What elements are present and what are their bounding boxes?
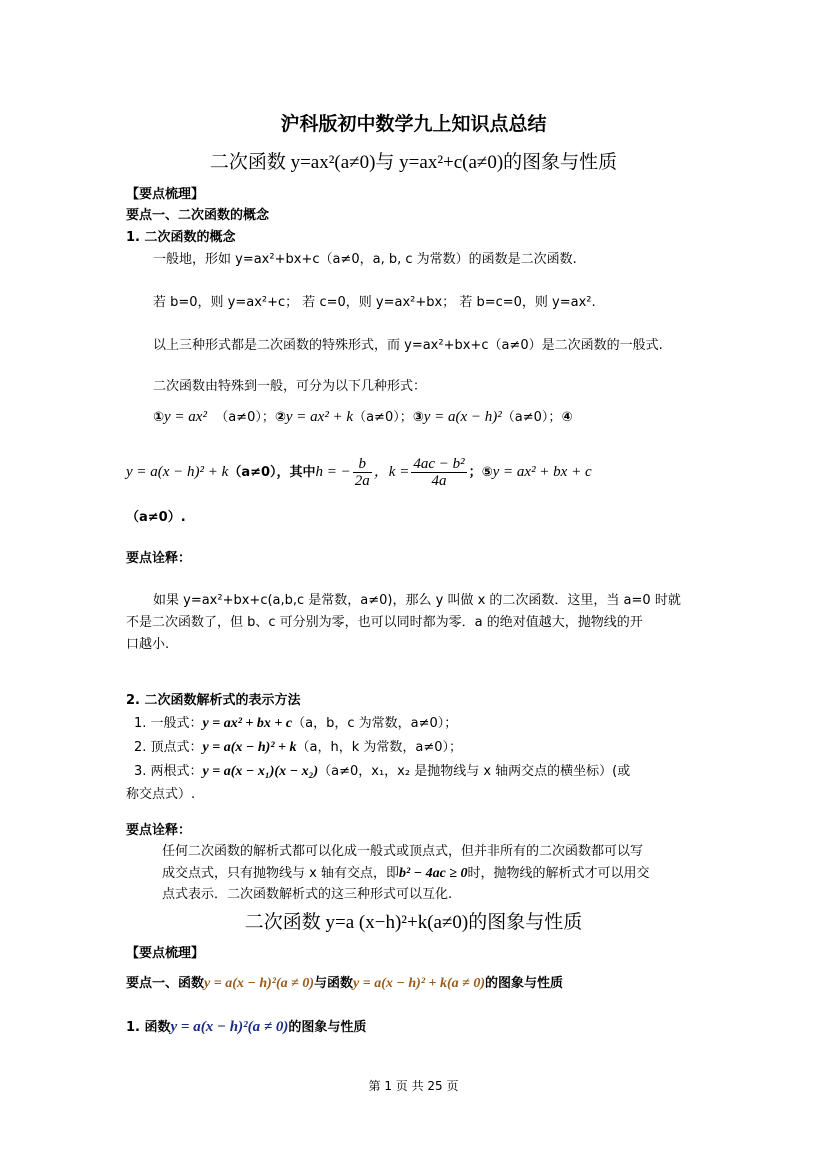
item3-line-2: 称交点式）. [126, 787, 196, 802]
item2-tail: （a，h，k 为常数，a≠0）； [296, 740, 463, 755]
item3-expression: y = a(x − x₁)(x − x₂) [202, 764, 319, 779]
discriminant-expression: b² − 4ac ≥ 0 [398, 866, 468, 881]
note2-line-2-end: 时，抛物线的解析式才可以用交 [467, 866, 650, 881]
forms-line-1 [153, 406, 572, 429]
item2-label: 2. 顶点式： [134, 740, 203, 755]
document-title: 沪科版初中数学九上知识点总结 [280, 113, 547, 135]
form2-condition: （a≠0）； [353, 410, 413, 425]
form5-mark: ；⑤ [468, 465, 493, 480]
paragraph-general-form: 以上三种形式都是二次函数的特殊形式，而 y=ax²+bx+c（a≠0）是二次函数的一般式. [153, 338, 663, 353]
point1-prefix: 要点一、函数 [126, 976, 205, 991]
form2-expression: y = ax² + k [285, 409, 354, 425]
item2-expression: y = a(x − h)² + k [202, 740, 297, 755]
note2-line-2-start: 成交点式，只有抛物线与 x 轴有交点，即 [162, 866, 399, 881]
paragraph-forms-intro: 二次函数由特殊到一般，可分为以下几种形式： [153, 379, 427, 394]
form1-condition: （a≠0）； [215, 410, 275, 425]
note1-line-3: 口越小. [126, 637, 170, 652]
note1-line-1: 如果 y=ax²+bx+c(a,b,c 是常数，a≠0)，那么 y 叫做 x 的二次函数．这里，当 a=0 时就 [153, 593, 681, 608]
item3-tail: （a≠0，x₁，x₂ 是抛物线与 x 轴两交点的横坐标）(或 [318, 764, 631, 779]
paragraph-special-cases: 若 b=0，则 y=ax²+c； 若 c=0，则 y=ax²+bx； 若 b=c=0，则 y=ax². [153, 295, 596, 310]
sub1-prefix: 1. 函数 [126, 1020, 171, 1035]
k-denominator: 4a [431, 473, 447, 489]
section-heading-2: 二次函数 y=a (x−h)²+k(a≠0)的图象与性质 [244, 912, 583, 933]
sub1-heading: 1. 二次函数的概念 [126, 230, 236, 245]
form4-condition: （a≠0），其中 [228, 465, 316, 480]
form3-condition: （a≠0）； [501, 410, 562, 425]
k-formula-lhs: ，k = [373, 464, 410, 480]
form4-expression: y = a(x − h)² + k [126, 464, 229, 480]
outline-label-2: 【要点梳理】 [126, 946, 205, 961]
point1-heading: 要点一、二次函数的概念 [126, 208, 270, 223]
item3-label: 3. 两根式： [134, 764, 203, 779]
note2-line-3: 点式表示．二次函数解析式的这三种形式可以互化. [162, 887, 453, 902]
forms-line-2 [126, 452, 592, 493]
sub2-heading: 2. 二次函数解析式的表示方法 [126, 693, 301, 708]
vertex-form-expression-1: y = a(x − h)²(a ≠ 0) [204, 976, 315, 991]
representation-item-1 [134, 714, 457, 734]
item1-expression: y = ax² + bx + c [202, 716, 293, 731]
forms-line-3: （a≠0）. [126, 510, 186, 525]
item1-label: 1. 一般式： [134, 716, 203, 731]
form4-mark: ④ [561, 410, 573, 425]
representation-item-2 [134, 738, 462, 758]
h-denominator: 2a [354, 473, 370, 489]
point1-suffix: 的图象与性质 [485, 976, 564, 991]
sub1-expression: y = a(x − h)²(a ≠ 0) [170, 1019, 289, 1035]
note1-line-2: 不是二次函数了，但 b、c 可分别为零，也可以同时都为零．a 的绝对值越大，抛物线的开 [126, 615, 643, 630]
section3-sub1-heading [126, 1016, 366, 1039]
h-formula-lhs: h = − [315, 464, 351, 480]
h-fraction [353, 456, 372, 489]
vertex-form-expression-2: y = a(x − h)² + k(a ≠ 0) [353, 976, 485, 991]
form3-mark: ③ [412, 410, 424, 425]
point1-middle: 与函数 [314, 976, 354, 991]
form1-mark: ① [153, 410, 165, 425]
form1-expression: y = ax² [164, 409, 207, 425]
form3-expression: y = a(x − h)² [423, 409, 502, 425]
outline-label-1: 【要点梳理】 [126, 187, 205, 202]
section3-point1-heading [126, 974, 563, 994]
note2-line-2 [162, 864, 650, 884]
note-label-1: 要点诠释： [126, 551, 192, 566]
form2-mark: ② [274, 410, 286, 425]
h-numerator: b [353, 456, 372, 473]
k-numerator: 4ac − b² [413, 456, 465, 472]
sub1-suffix: 的图象与性质 [288, 1020, 367, 1035]
k-fraction [411, 456, 466, 489]
paragraph-definition: 一般地，形如 y=ax²+bx+c（a≠0，a, b, c 为常数）的函数是二次函数. [153, 252, 577, 267]
section-heading-1: 二次函数 y=ax²(a≠0)与 y=ax²+c(a≠0)的图象与性质 [209, 152, 618, 173]
item1-tail: （a，b，c 为常数，a≠0）； [292, 716, 458, 731]
page-footer: 第 1 页 共 25 页 [368, 1079, 459, 1093]
representation-item-3 [134, 762, 630, 782]
note-label-2: 要点诠释： [126, 823, 192, 838]
note2-line-1: 任何二次函数的解析式都可以化成一般式或顶点式，但并非所有的二次函数都可以写 [162, 844, 644, 859]
form5-expression: y = ax² + bx + c [492, 464, 592, 480]
